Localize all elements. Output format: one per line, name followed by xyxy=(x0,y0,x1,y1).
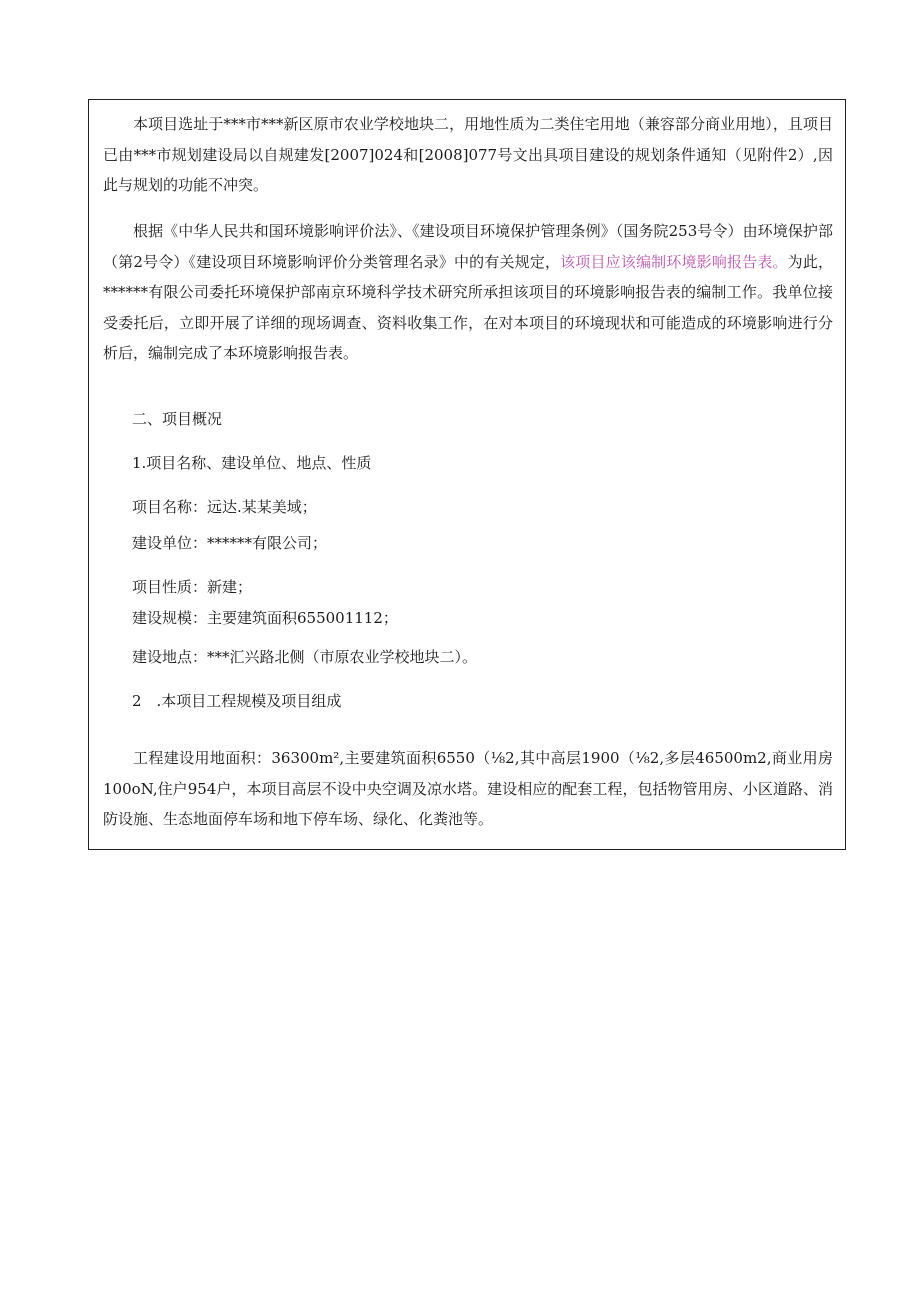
engineering-scale-paragraph: 工程建设用地面积：36300m²,主要建筑面积6550（⅛2,其中高层1900（⅛2,多层46500m2,商业用房100oN,住户954户，本项目高层不设中央空调及凉水塔。建设相应的配套工程，包括物管用房、小区道路、消防设施、生态地面停车场和地下停车场、绿化、化粪池等。 xyxy=(103,749,833,828)
subsection-title-scale-composition: 2 .本项目工程规模及项目组成 xyxy=(132,692,342,710)
eia-basis-text-end: 为此，******有限公司委托环境保护部南京环境科学技术研究所承担该项目的环境影响报告表的编制工作。我单位接受委托后，立即开展了详细的现场调查、资料收集工作，在对本项目的环境现状和可能造成的环境影响进行分析后，编制完成了本环境影响报告表。 xyxy=(103,252,833,362)
content-frame xyxy=(88,99,846,850)
builder-line: 建设单位：******有限公司； xyxy=(132,534,328,552)
section-title-project-overview: 二、项目概况 xyxy=(132,410,223,428)
build-location-line: 建设地点：***汇兴路北侧（市原农业学校地块二）。 xyxy=(132,648,478,666)
eia-requirement-highlight: 该项目应该编制环境影响报告表。 xyxy=(560,252,788,271)
build-scale-line: 建设规模：主要建筑面积655001112； xyxy=(132,609,398,627)
eia-basis-text-start: 根据《中华人民共和国环境影响评价法》、《建设项目环境保护管理条例》（国务院253号令）由环境保护部（第2号令）《建设项目环境影响评价分类管理名录》中的有关规定， xyxy=(103,222,833,271)
project-name-line: 项目名称：远达.某某美域； xyxy=(132,498,317,516)
eia-basis-paragraph xyxy=(103,216,833,369)
project-nature-line: 项目性质：新建； xyxy=(132,578,253,596)
site-selection-paragraph: 本项目选址于***市***新区原市农业学校地块二，用地性质为二类住宅用地（兼容部分商业用地），且项目已由***市规划建设局以自规建发[2007]024和[2008]077号文出具项目建设的规划条件通知（见附件2）,因此与规划的功能不冲突。 xyxy=(103,115,833,194)
subsection-title-basic-info: 1.项目名称、建设单位、地点、性质 xyxy=(132,454,372,472)
